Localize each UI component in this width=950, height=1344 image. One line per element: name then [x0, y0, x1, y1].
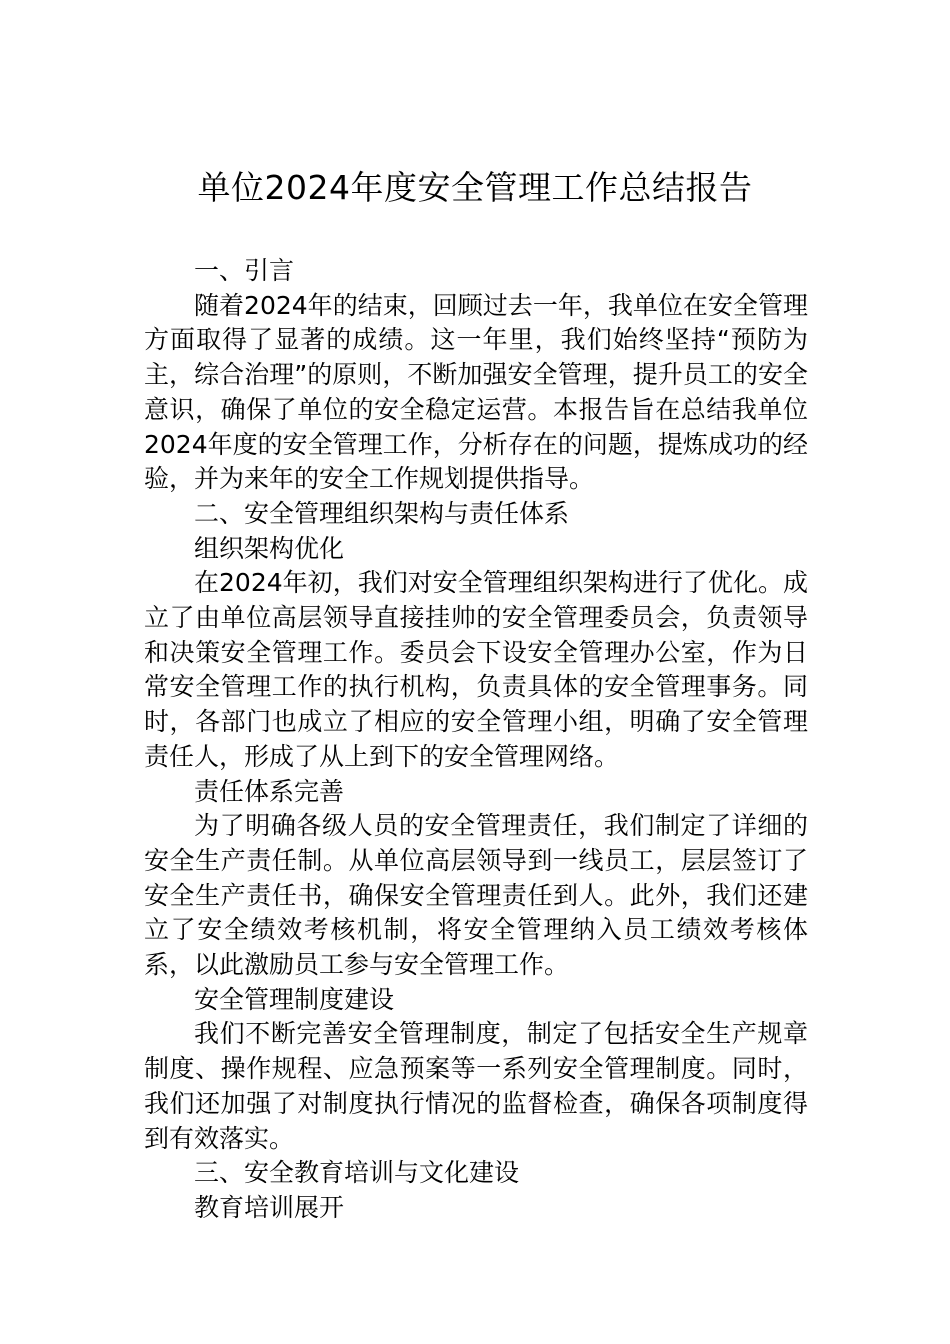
paragraph-introduction: 随着2024年的结束，回顾过去一年，我单位在安全管理方面取得了显著的成绩。这一年里，我们始终坚持“预防为主，综合治理”的原则，不断加强安全管理，提升员工的安全意识，确保了单位的安全稳定运营。本报告旨在总结我单位2024年度的安全管理工作，分析存在的问题，提炼成功的经验，并为来年的安全工作规划提供指导。 [144, 290, 808, 494]
paragraph-structure-optimization: 在2024年初，我们对安全管理组织架构进行了优化。成立了由单位高层领导直接挂帅的安全管理委员会，负责领导和决策安全管理工作。委员会下设安全管理办公室，作为日常安全管理工作的执行机构，负责具体的安全管理事务。同时，各部门也成立了相应的安全管理小组，明确了安全管理责任人，形成了从上到下的安全管理网络。 [144, 568, 808, 771]
document-title: 单位2024年度安全管理工作总结报告 [197, 168, 753, 207]
subheading-management-rules: 安全管理制度建设 [194, 984, 395, 1014]
section-heading-organization: 二、安全管理组织架构与责任体系 [194, 498, 570, 528]
section-heading-introduction: 一、引言 [194, 256, 295, 285]
paragraph-management-rules: 我们不断完善安全管理制度，制定了包括安全生产规章制度、操作规程、应急预案等一系列安全管理制度。同时，我们还加强了对制度执行情况的监督检查，确保各项制度得到有效落实。 [144, 1019, 808, 1153]
subheading-training-launch: 教育培训展开 [194, 1192, 345, 1222]
paragraph-responsibility-system: 为了明确各级人员的安全管理责任，我们制定了详细的安全生产责任制。从单位高层领导到一线员工，层层签订了安全生产责任书，确保安全管理责任到人。此外，我们还建立了安全绩效考核机制，将安全管理纳入员工绩效考核体系，以此激励员工参与安全管理工作。 [144, 811, 808, 980]
section-heading-training: 三、安全教育培训与文化建设 [194, 1158, 520, 1188]
subheading-responsibility-system: 责任体系完善 [194, 776, 345, 806]
subheading-structure-optimization: 组织架构优化 [194, 533, 345, 563]
document-body [144, 254, 808, 1226]
